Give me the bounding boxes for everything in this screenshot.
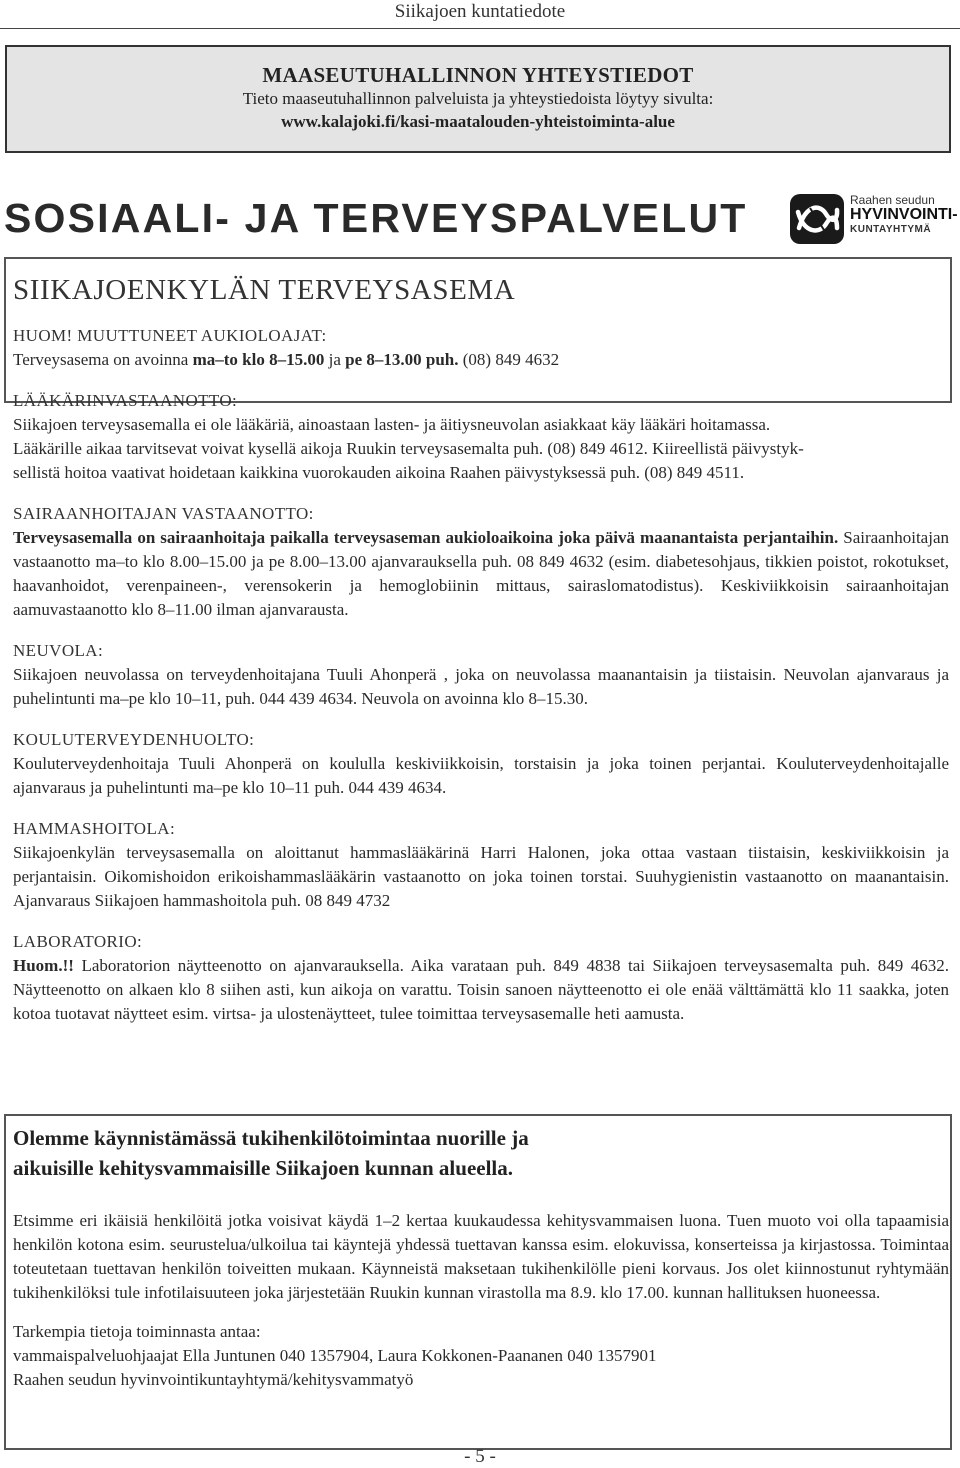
page-number: - 5 - [464,1446,496,1467]
doctor-label: LÄÄKÄRINVASTAANOTTO: [13,391,238,410]
support-person-content [13,1123,949,1392]
nurse-label: SAIRAANHOITAJAN VASTAANOTTO: [13,504,314,523]
doctor-section [13,389,949,485]
school-health-text: Kouluterveydenhoitaja Tuuli Ahonperä on koululla keskiviikkoisin, torstaisin ja joka toinen perjantai. Kouluterveydenhoitajalle ajanvaraus ja puhelintunti ma–pe klo 10–11 puh. 044 439 4634. [13,754,949,797]
doctor-line-2: Lääkärille aikaa tarvitsevat voivat kysellä aikoja Ruukin terveysasemalta puh. (08) 849 4612. Kiireellistä päivystyk- [13,439,804,458]
organization-logo [788,192,958,246]
running-title: Siikajoen kuntatiedote [394,1,566,22]
neuvola-text: Siikajoen neuvolassa on terveydenhoitajana Tuuli Ahonperä , joka on neuvolassa maanantaisin ja tiistaisin. Neuvolan ajanvaraus ja puhelintunti ma–pe klo 10–11, puh. 044 439 4634. Neuvola on avoinna klo 8–15.30. [13,665,949,708]
running-header [0,0,960,29]
support-info-label: Tarkempia tietoja toiminnasta antaa: [13,1322,261,1341]
opening-hours-section [13,324,949,372]
support-info-contacts: vammaispalveluohjaajat Ella Juntunen 040 1357904, Laura Kokkonen-Paananen 040 1357901 [13,1346,657,1365]
laboratory-label: LABORATORIO: [13,932,143,951]
page-title: SOSIAALI- JA TERVEYSPALVELUT [4,195,748,241]
support-info-organization: Raahen seudun hyvinvointikuntayhtymä/kehitysvammatyö [13,1370,414,1389]
contact-url-link[interactable]: www.kalajoki.fi/kasi-maatalouden-yhteistoiminta-alue [281,112,675,131]
logo-text-sub: KUNTAYHTYMÄ [850,224,932,235]
nurse-section [13,502,949,622]
dental-section [13,817,949,913]
school-health-section [13,728,949,800]
opening-hours-text: Terveysasema on avoinna ma–to klo 8–15.00 ja pe 8–13.00 puh. (08) 849 4632 [13,350,560,369]
doctor-line-3: sellistä hoitoa vaativat hoidetaan kaikkina vuorokauden aikoina Raahen päivystyksessä puh. (08) 849 4511. [13,463,745,482]
logo-text-main: HYVINVOINTI- [850,206,958,223]
contact-description: Tieto maaseutuhallinnon palveluista ja yhteystiedoista löytyy sivulta: [242,89,714,108]
logo-text-small: Raahen seudun [850,193,935,207]
support-title-line-2: aikuisille kehitysvammaisille Siikajoen kunnan alueella. [13,1156,514,1180]
support-body: Etsimme eri ikäisiä henkilöitä jotka voisivat käydä 1–2 kertaa kuukaudessa kehitysvammaisen luona. Tuen muoto voi olla tapaamisia henkilön kotona esim. seurustelua/ulkoilua tai käyntejä yhdessä tuettavan kanssa esim. elokuvissa, konserteissa ja kirjastossa. Toimintaa toteutetaan tuettavan henkilön toiveitten mukaan. Käynneistä maksetaan tukihenkilölle pieni korvaus. Jos olet kiinnostunut ryhtymään tukihenkilöksi tule infotilaisuuteen joka järjestetään Ruukin kunnan virastolla ma 8.9. klo 17.00. kunnan hallituksen huoneessa. [13,1211,949,1302]
dental-text: Siikajoenkylän terveysasemalla on aloittanut hammaslääkärinä Harri Halonen, joka ottaa vastaan tiistaisin, keskiviikkoisin ja perjantaisin. Oikomishoidon erikoishammaslääkärin vastaanotto on joka toinen torstai. Suuhygienistin vastaanotto on maanantaisin. Ajanvaraus Siikajoen hammashoitola puh. 08 849 4732 [13,843,949,910]
school-health-label: KOULUTERVEYDENHUOLTO: [13,730,255,749]
support-title-line-1: Olemme käynnistämässä tukihenkilötoimintaa nuorille ja [13,1126,529,1150]
contact-info-box [5,45,951,153]
knot-logo-icon [790,194,844,244]
doctor-line-1: Siikajoen terveysasemalla ei ole lääkäriä, ainoastaan lasten- ja äitiysneuvolan asiakkaat käy lääkäri hoitamassa. [13,415,771,434]
neuvola-section [13,639,949,711]
contact-title: MAASEUTUHALLINNON YHTEYSTIEDOT [262,63,694,87]
station-title: SIIKAJOENKYLÄN TERVEYSASEMA [13,274,516,306]
health-services-content [13,268,949,1026]
opening-hours-label: HUOM! MUUTTUNEET AUKIOLOAJAT: [13,326,327,345]
laboratory-section [13,930,949,1026]
neuvola-label: NEUVOLA: [13,641,104,660]
dental-label: HAMMASHOITOLA: [13,819,176,838]
laboratory-text: Huom.!! Laboratorion näytteenotto on ajanvarauksella. Aika varataan puh. 849 4838 tai Siikajoen terveysasemalta puh. 849 4632. Näytteenotto on alkaen klo 8 siihen asti, kun aikoja on varattu. Toisin sanoen näytteenotto ei ole enää välttämättä klo 11 saakka, joten kotoa tuotavat näytteet esim. virtsa- ja ulostenäytteet, tulee toimittaa terveysasemalle heti aamusta. [13,956,949,1023]
nurse-text: Terveysasemalla on sairaanhoitaja paikalla terveysaseman aukioloaikoina joka päivä maanantaista perjantaihin. Sairaanhoitajan vastaanotto ma–to klo 8.00–15.00 ja pe 8.00–13.00 ajanvarauksella puh. 08 849 4632 (esim. diabetesohjaus, tikkien poistot, rokotukset, haavanhoidot, verenpaineen-, verensokerin ja hemoglobiinin mittaus, sairaslomatodistus). Keskiviikkoisin sairaanhoitajan aamuvastaanotto klo 8–11.00 ilman ajanvarausta. [13,528,949,619]
support-title [13,1123,949,1183]
